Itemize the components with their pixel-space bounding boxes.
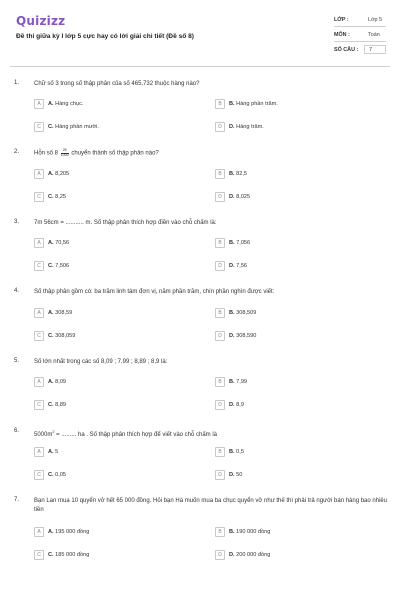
option-letter: B [215, 377, 225, 387]
option-letter: D [215, 550, 225, 560]
option-key: C. [48, 471, 54, 478]
option-letter: D [215, 470, 225, 480]
option-text: 308,590 [236, 332, 257, 339]
option-c[interactable] [34, 261, 204, 273]
header-divider [10, 66, 390, 67]
option-a[interactable] [34, 447, 204, 459]
option-key: B. [229, 170, 235, 177]
option-letter: D [215, 261, 225, 271]
option-text: 50 [236, 471, 243, 478]
option-letter: D [215, 331, 225, 341]
option-letter: A [34, 308, 44, 318]
question-number: 5. [14, 358, 20, 364]
count-box [364, 45, 386, 54]
option-d[interactable] [215, 400, 385, 412]
option-b[interactable] [215, 99, 385, 111]
subject-underline [334, 41, 386, 42]
question-number: 3. [14, 219, 20, 225]
mixed-fraction [61, 149, 69, 157]
option-letter: C [34, 470, 44, 480]
option-key: D. [229, 123, 235, 130]
option-key: D. [229, 193, 235, 200]
option-d[interactable] [215, 331, 385, 343]
question-text-before: Hỗn số 8 [34, 150, 59, 157]
option-text: 8,025 [236, 193, 251, 200]
option-key: B. [229, 448, 235, 455]
option-letter: A [34, 527, 44, 537]
option-a[interactable] [34, 308, 204, 320]
option-key: D. [229, 332, 235, 339]
option-d[interactable] [215, 550, 385, 562]
option-key: A. [48, 100, 54, 107]
option-c[interactable] [34, 550, 204, 562]
question-text: Chữ số 3 trong số thập phân của số 465,732 thuộc hàng nào? [34, 81, 200, 87]
subject-value: Toán [368, 32, 380, 38]
question-text-before: 5000m [34, 432, 53, 438]
option-letter: B [215, 169, 225, 179]
option-letter: A [34, 447, 44, 457]
option-letter: C [34, 261, 44, 271]
option-letter: C [34, 550, 44, 560]
option-key: A. [48, 378, 54, 385]
question-number: 1. [14, 80, 20, 86]
question-number: 2. [14, 149, 20, 155]
option-text: Hàng chục. [55, 100, 84, 107]
option-text: 7,056 [236, 239, 251, 246]
question-text: Số lớn nhất trong các số 8,09 ; 7,99 ; 8,89 ; 8,9 là: [34, 359, 168, 365]
option-c[interactable] [34, 122, 204, 134]
question-text-after: chuyển thành số thập phân nào? [71, 150, 159, 157]
option-a[interactable] [34, 377, 204, 389]
option-key: B. [229, 528, 235, 535]
option-text: 82,5 [236, 170, 248, 177]
option-key: D. [229, 551, 235, 558]
option-key: A. [48, 170, 54, 177]
option-d[interactable] [215, 261, 385, 273]
question-text: Số thập phân gồm có: ba trăm linh tám đơn vị, năm phần trăm, chín phần nghìn được viết: [34, 289, 275, 295]
option-b[interactable] [215, 527, 385, 539]
option-b[interactable] [215, 238, 385, 250]
option-d[interactable] [215, 192, 385, 204]
question-text [34, 428, 390, 440]
option-key: B. [229, 100, 235, 107]
option-text: 200 000 đồng [236, 551, 271, 558]
option-b[interactable] [215, 447, 385, 459]
option-letter: A [34, 99, 44, 109]
option-key: A. [48, 528, 54, 535]
option-text: 308,59 [55, 309, 73, 316]
option-key: C. [48, 332, 54, 339]
option-key: B. [229, 239, 235, 246]
grade-value: Lớp 5 [368, 17, 383, 23]
option-key: B. [229, 378, 235, 385]
option-key: D. [229, 471, 235, 478]
subject-label: MÔN : [334, 32, 350, 38]
count-label: SỐ CÂU : [334, 47, 359, 53]
option-key: A. [48, 309, 54, 316]
fraction-denominator: 1000 [60, 152, 69, 157]
question-text: 7m 56cm = ........... m. Số thập phân thích hợp điền vào chỗ chấm là: [34, 220, 217, 226]
option-b[interactable] [215, 169, 385, 181]
option-c[interactable] [34, 331, 204, 343]
option-b[interactable] [215, 377, 385, 389]
option-key: C. [48, 193, 54, 200]
option-text: 8,89 [55, 401, 67, 408]
option-letter: B [215, 447, 225, 457]
option-letter: C [34, 192, 44, 202]
option-letter: A [34, 169, 44, 179]
option-text: Hàng phần mười. [55, 123, 99, 130]
option-text: Hàng phần trăm. [236, 100, 278, 107]
option-d[interactable] [215, 122, 385, 134]
option-a[interactable] [34, 169, 204, 181]
option-key: C. [48, 551, 54, 558]
option-key: A. [48, 448, 54, 455]
option-a[interactable] [34, 99, 204, 111]
option-c[interactable] [34, 192, 204, 204]
quizizz-logo: Quizizz [16, 14, 66, 28]
option-key: C. [48, 123, 54, 130]
option-text: 190 000 đồng [236, 528, 271, 535]
option-a[interactable] [34, 527, 204, 539]
option-text: 8,205 [55, 170, 70, 177]
option-key: C. [48, 401, 54, 408]
question-text-after: = ......... ha . Số thập phân thích hợp để viết vào chỗ chấm là [54, 432, 218, 438]
option-c[interactable] [34, 400, 204, 412]
option-c[interactable] [34, 470, 204, 482]
option-text: 308,059 [55, 332, 76, 339]
option-key: C. [48, 262, 54, 269]
option-letter: B [215, 527, 225, 537]
grade-underline [334, 26, 386, 27]
option-a[interactable] [34, 238, 204, 250]
exponent: 2 [52, 430, 55, 434]
option-text: 7,506 [55, 262, 70, 269]
question-number: 6. [14, 428, 20, 434]
option-text: 7,56 [236, 262, 248, 269]
option-letter: D [215, 192, 225, 202]
option-letter: D [215, 122, 225, 132]
option-letter: A [34, 377, 44, 387]
option-text: 70,56 [55, 239, 70, 246]
option-text: 7,99 [236, 378, 248, 385]
option-text: 5 [55, 448, 59, 455]
option-text: 8,09 [55, 378, 67, 385]
option-text: 308,509 [236, 309, 257, 316]
option-letter: D [215, 400, 225, 410]
option-letter: C [34, 331, 44, 341]
option-key: D. [229, 262, 235, 269]
grade-label: LỚP : [334, 17, 349, 23]
option-text: Hàng trăm. [236, 123, 264, 130]
option-key: B. [229, 309, 235, 316]
fraction-numerator: 25 [62, 148, 67, 152]
option-key: D. [229, 401, 235, 408]
option-key: A. [48, 239, 54, 246]
question-number: 7. [14, 497, 20, 503]
option-text: 0,5 [236, 448, 244, 455]
option-letter: B [215, 308, 225, 318]
count-value: 7 [369, 47, 372, 53]
option-letter: C [34, 400, 44, 410]
option-text: 8,9 [236, 401, 244, 408]
option-text: 185 000 đồng [55, 551, 90, 558]
option-text: 195 000 đồng [55, 528, 90, 535]
option-b[interactable] [215, 308, 385, 320]
option-letter: B [215, 99, 225, 109]
option-letter: A [34, 238, 44, 248]
option-text: 8,25 [55, 193, 67, 200]
document-title: Đề thi giữa kỳ I lớp 5 cực hay có lời giải chi tiết (Đề số 8) [16, 33, 194, 40]
option-d[interactable] [215, 470, 385, 482]
question-text: Bạn Lan mua 10 quyển vở hết 65 000 đồng. Hỏi bạn Hà muốn mua ba chục quyển vở như thế thì phải trả người bán hàng bao nhiêu tiền [34, 498, 388, 513]
option-text: 0,05 [55, 471, 67, 478]
option-letter: B [215, 238, 225, 248]
question-text [34, 149, 390, 158]
option-letter: C [34, 122, 44, 132]
question-number: 4. [14, 288, 20, 294]
